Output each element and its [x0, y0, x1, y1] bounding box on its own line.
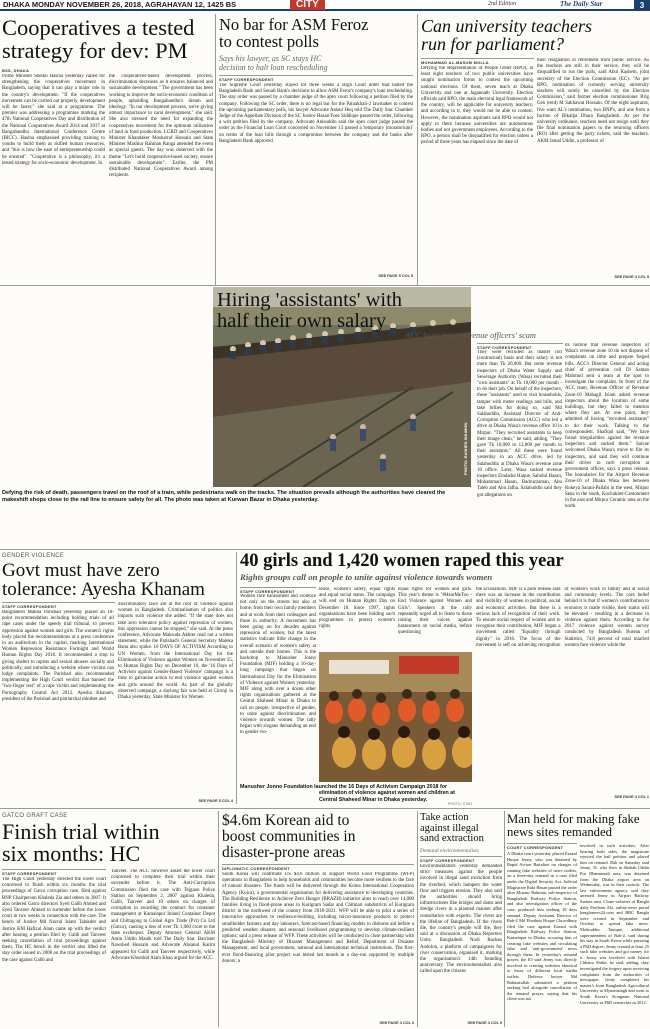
coop-col-1: Prime Minister Sheikh Hasina yesterday called for strengthening the cooperatives movement in Bangladesh, saying that it can play a major role in the country's development. "If the cooperatives movement can be carried out properly, development will be faster," she said at a programme. The premier was addressing a programme marking the 47th National Cooperatives Day and distribution of the National Cooperatives Award 2014 and 2017 at Bangabandhu International Conference Centre (BICC). Hasina emphasised providing training to youths to build them as skilled human resources, and "this is how the ease of entrepreneurship could be ensured". "Cooperative is a philosophy; it's a tested strategy for socio-economic development. In: [2, 74, 105, 166]
wasa-headline-line1: Hiring 'assistants' with: [217, 289, 403, 311]
univ-jump[interactable]: SEE PAGE 4 COL 5: [614, 275, 649, 279]
sand-headline-line2: against illegal: [420, 822, 479, 834]
sand-jump[interactable]: SEE PAGE 4 COL 5: [467, 1021, 502, 1025]
raped-col-2: lence, women's safety, equal rights and equal social status. The campaign will end on Human Rights Day on December 10. Since 1997, rights organisations have been holding such programmes to protect women's rights.: [319, 587, 395, 630]
univ-headline: [421, 17, 649, 54]
ayesha-headline-line2: tolerance: Ayesha Khanam: [2, 579, 205, 601]
train-photo-credit: PHOTO: RASHED SHUMON: [463, 422, 468, 475]
fake-col-2: involved in such activities. After hearing both sides, the magistrate rejected the bail petition and placed him on remand. Bab on Saturday said Jeony, 31, who lives in Shahab Uddin Pur Dhanmondi area, was detained from the Dhaka airport area on Wednesday, was in their custody. The law enforcement agency said they arrested Jeony in Airport Railway Station area. Clone websites of Bangla daily Prothom Alo, online news portal banglanews24.com and BBC Bangla were created in September and October to spread fake news. Mohiuddin Tanique, additional superintendent of Rab-2, said during his stay in South Korea while pursuing a PhD degree, Jeony created at least 25 such fake websites and got money for it. Jeony was involved with Islami Chhatra Shibir, he said, adding, they investigated the forgery upon receiving complaints from the authorities of newspaper. Jeony completed his master's from Bangladesh Agricultural University at Mymensingh and went to South Korea's Kongnam National University as PhD researcher in 2012.: [580, 843, 649, 1005]
gatco-headline-line2: six months: HC: [2, 841, 141, 867]
column-divider: [504, 811, 505, 1027]
univ-headline-line2: run for parliament?: [421, 34, 565, 55]
section-rule: [0, 285, 650, 286]
fake-headline-line1: Man held for making fake: [507, 812, 640, 826]
asm-jump[interactable]: SEE PAGE 5 COL 5: [378, 274, 413, 278]
page-number: 3: [634, 0, 650, 11]
ayesha-headline: [2, 561, 234, 600]
korean-headline-line2: boost communities in: [222, 827, 356, 845]
gatco-col-1: The High Court yesterday directed the lower court concerned to finish within six months the trial proceedings of Gatco corruption case, filed against BNP Chairperson Khaleda Zia and others in 2007. It also ordered Gatco directors Syed Galib Ahmed and Syed Tanveer Ahmed to surrender before the lower court in two weeks in connection with the case. The bench of Justice Md Nazrul Islam Talukder and Justice KM Hafizul Alam came up with the verdict after hearing a petition filed by Galib and Tanveer seeking cancellation of trial proceedings against them. The HC bench in the verdict also lifted the stay order issued in 2008 on the trial proceedings of the case against Galib and: [2, 877, 106, 963]
korean-headline-line1: $4.6m Korean aid to: [222, 812, 350, 829]
sand-subheadline: Demand environmentalists: [420, 848, 479, 854]
wasa-byline: STAFF CORRESPONDENT: [477, 343, 563, 350]
ayesha-kicker: GENDER VIOLENCE: [2, 553, 65, 559]
asm-headline: [219, 17, 415, 51]
asm-headline-line2: to contest polls: [219, 31, 319, 51]
paper-name: The Daily Star: [560, 0, 603, 8]
column-divider: [218, 811, 219, 1027]
sand-headline: [420, 813, 502, 845]
univ-col-1: Defying the Representation of People Order (RPO), at least eight teachers of two public universities have sought nomination forms to contest the upcoming national elections. Of them, seven teach at Dhaka University and one at Jagannath University. Election officials said RPO, the main electoral legal framework of the country, will be applicable for university teachers; and according to it, they would not be able to contest. However, the nomination aspirants said RPO would not apply to them because universities are autonomous bodies and not government employees. According to the RPO, a person shall be disqualified for election unless a period of three years has elapsed since the date of: [421, 66, 533, 146]
fake-headline: [507, 813, 650, 839]
korean-byline: DIPLOMATIC CORRESPONDENT: [222, 864, 414, 871]
sand-body: Environmentalists yesterday demanded strict measures against the people involved in illegal sand extraction from the riverbed, which hampers the water flow and triggers erosion. They also said the authorities should bring infrastructures like bridges and dams and dredge rivers in a planned manner after consultation with experts. The rivers are the lifeline of Bangladesh. If the rivers die, the country's people will die, they said at a discussion at Dhaka Reporters Unity. Bangladesh Nodi Bachao Andolon, a platform of campaigners for river conservation, organised it, marking the organisation's 14th founding anniversary. The environmentalists also called upon the citizens: [420, 864, 502, 975]
rally-photo-credit: PHOTO: STAR: [447, 802, 472, 806]
raped-col-1: Women face harassment and violence not only on the streets but also at home, from their own family members and at work from their colleagues and those in authority. A movement has been going on for decades against repression of women, but the latest statistics indicate little change in the overall scenario of women's safety at and outside their homes. This is the backdrop to Manusher Jonno Foundation (MJF) holding a 16-day-long campaign that began on International Day for the Elimination of Violence against Women yesterday. MJF along with over a dozen other rights organisations gathered at the Central Shaheed Minar in Dhaka to call on people, irrespective of gender, to unite against discrimination and violence towards women. The rally began with slogans demanding an end to gender vio-: [240, 594, 316, 736]
sand-headline-line3: sand extraction: [420, 833, 484, 845]
rally-photo: [319, 652, 472, 782]
column-divider: [236, 552, 237, 804]
coop-byline: BSS, DHAKA: [2, 68, 30, 73]
gatco-kicker: GATCO GRAFT CASE: [2, 813, 68, 819]
rally-photo-caption: Manusher Jonno Foundation launched the 16 Days of Activism Campaign 2018 for elimination of violence against women and children at Central Shaheed Minar in Dhaka yesterday.: [240, 784, 455, 803]
korean-body: South Korea will contribute US $4.6 million to support World Food Programme (WFP) operations in Bangladesh to help households and communities become more resilient to the face of natural disasters. The funds will be delivered through the Korea International Cooperation Agency (Koica), a governmental organisation for delivering assistance to developing countries. The Building Resilience to Achieve Zero Hunger (BRAZH) initiative aims to reach over 14,000 families living in flood-prone areas in Kurigram Sadar and Chilmari subdistricts of Kurigram district in the northwest of the country from 2018-2021. WFP will be able to pilot a series of innovative approaches to resilience-building, including micro-insurance products to protect smallholder farmers and day labourers, forecast-based financing models to disburse aid before a predicted weather disaster, and seasonal livelihood programming to develop climate-resilient options; said a press release of WFP. These activities will be conducted in close partnership with the Bangladesh Ministry of Disaster Management and Relief, Department of Disaster Management, and local government, national and international technical institutions. The first-ever flood-financing pilot project was tested last month in a day-run supported by multiple donors: a: [222, 872, 414, 964]
issue-date: DHAKA MONDAY NOVEMBER 26, 2018, AGRAHAYAN 12, 1425 BS: [3, 0, 237, 9]
fake-byline: COURT CORRESPONDENT: [507, 843, 577, 850]
fake-headline-line2: news sites remanded: [507, 824, 612, 839]
raped-subheadline: Rights groups call on people to unite against violence towards women: [240, 572, 493, 582]
korean-headline: [222, 813, 414, 860]
coop-headline: [2, 17, 210, 63]
column-divider: [417, 14, 418, 286]
ayesha-headline-line1: Govt must have zero: [2, 560, 160, 581]
asm-sub-line1: Says his lawyer, as SC stays HC: [219, 54, 322, 63]
asm-headline-line1: No bar for ASM Feroz: [219, 15, 369, 34]
asm-body: The Supreme Court yesterday stayed for three weeks a High Court order that halted the Bangladesh Bank and Sonali Bank's decisions to allow ASM Feroz's company's loan rescheduling. The stay order was passed by a chamber judge of the apex court following a petition filed by the company. Following the SC order, there is no legal bar for the Patuakhali-2 lawmaker to contest the upcoming parliamentary polls, his lawyer Advocate Anisul Huq told The Daily Star. Chamber Judge of the Appellate Division of the SC Justice Hasan Foez Siddique passed the order, following a writ petition filed by the company. Advocate Anisuddin said the apex court judge passed the order as the Financial Loan Court concerned on November 13 passed a 'temporary (moratorium)' on terms of the loan bills through a compromise between the company and the banks after Bangladesh Bank approved: [219, 83, 413, 144]
raped-headline: 40 girls and 1,420 women raped this year: [240, 551, 564, 571]
univ-headline-line1: Can university teachers: [421, 16, 592, 36]
korean-headline-line3: disaster-prone areas: [222, 843, 346, 861]
gatco-col-2: Tanveer. The ACC however asked the lower court concerned to complete their trial within their surrender before it. The Anti-Corruption Commission filed the case with Tejgaon Police Station on September 2, 2007 against Khaleda, Galib, Tanveer and 10 others on charges of corruption in awarding the contract for container management at Kamalapur Inland Container Depot and Chittagong to Global Agro Trade (Pvt) Co Ltd (Gatco), causing a loss of over Tk 1,000 crore to the state exchequer. Deputy Attorney General AKM Amin Uddin Manik told The Daily Star. Barrister Nawshed Hossain and Advocate Ahsanul Karim appeared for Galib and Tanveer respectively, while Advocate Khurshid Alam Khan argued for the ACC.: [111, 869, 215, 961]
gatco-headline-line1: Finish trial within: [2, 819, 160, 844]
wasa-col-2: its hotline that revenue inspectors of Wasa's revenue zone 10 do not dispose of complaints on time and prepare forged bills. ACC's Director General and acting chief of prevention cell Di Saman Mahmud sent a team at the spot to investigate the complaint. In front of the ACC team, Revenue Officer of Revenue Zone-10 Mahagil Islam asked revenue inspectors about the location of some buildings, but they failed to mention where they are. At one point, they admitted of having "recruited assistants" to do their work. Talking to the correspondent, Shafiqul said, "We have found irregularities against the revenue inspectors and sacked them." Salvae welcomed Dhaka Wasa's move to fire its inspectors, and said they will continue their drives to curb corruption at government offices, says a press release. The boundaries for the Airport Revenue Zone-10 of Dhaka Wasa lies between Rokeya Sarani-Pallabi in the west, Mirpur Sena in the south, Kochukhet-Cantonment in the east and Mirpur Ceramic area on the north.: [565, 343, 649, 510]
edition-label: 2nd Edition: [488, 1, 517, 7]
section-rule: [0, 549, 650, 550]
ayesha-byline: STAFF CORRESPONDENT: [2, 602, 115, 609]
wasa-headline: [217, 290, 649, 332]
univ-col-2: their resignation or retirement from public service. As the teachers are still in their service, they will be disqualified to run the polls, said Abul Kashem, joint secretary of the Election Commission (EC). "As per RPO, nomination of currently serving university teachers will surely be cancelled by the Election Commission," said former election commissioner Brig Gen (retd) M Sakhawat Hossain. Of the eight aspirants, five want AL's nomination, two BNP's, and one from a faction of Bikalpa Dhara Bangladesh. As per the university ordinance, teachers need not resign until they file final nomination papers to the returning officers (RO) after getting the party tickets, said the teachers. AKM Jamal Uddin, a professor of: [537, 58, 649, 144]
gatco-headline: [2, 821, 218, 866]
raped-byline: STAFF CORRESPONDENT: [240, 587, 316, 594]
gatco-byline: STAFF CORRESPONDENT: [2, 869, 106, 876]
asm-byline: STAFF CORRESPONDENT: [219, 75, 413, 82]
ayesha-col-1: Bangladesh Mahila Parishad yesterday placed an 18-point recommendation including holding trials of all rape cases under the speedy trial tribunal, to prevent oppression against women and girls. The women's rights body placed the recommendations at a press conference in an auditorium in the capital, marking International Women Repression Resistance Fortnight and World Human Rights Day 2018. It recommended a stop to giving shelter to rapists and sexual abusers socially and politically, and introducing a website where victims can lodge complaints. The Parishad also recommended implementing the High Court verdict that banned the "two-finger test" of a rape victim and implementing the Pornography Control Act 2012. Ayesha Khanam, president of the Parishad and patriarchal mindset and: [2, 610, 114, 702]
wasa-subheadline: ACC busts Wasa revenue officers' scam: [405, 331, 536, 340]
ayesha-col-2: discriminatory laws are at the root of violence against women in Bangladesh. Criminalisation of politics also impacts such violence she added. "If the state does not take zero tolerance policy against repression of women, this oppression cannot be stopped," she said. At the press conference, Advocate Maksuda Akhter read out a written statement, while the Parishad's General Secretary Maleka Banu also spoke. 16 DAYS OF ACTIVISM According to UN Women, from the International Day for the Elimination of Violence against Women on November 25, to Human Rights Day on December 10, the '16 Days of Activism against Gender-Based Violence' campaign is a time to galvanise action to end violence against women and girls around the world. As part of the globally observed campaign, a daylong fair was held at Cironji in Dhaka yesterday. State Minister for Women: [118, 602, 233, 701]
coop-headline-line2: strategy for dev: PM: [2, 37, 188, 63]
raped-col-3: equal rights for women and girls. This year's theme is "#HearMeToo - End Violence against Women and Girls". Speakers at the rally repeatedly urged all to listen to those raising their voices against harassment on social media, before questioning: [398, 587, 472, 636]
column-divider: [417, 811, 418, 1027]
train-photo-caption: Defying the risk of death, passengers travel on the roof of a train, while pedestrians walk on the tracks. The situation prevails although the authorities have cleared the makeshift shops close to the rail line to ensure safety for all. The photo was taken at Kurwan Bazar in Dhaka yesterday.: [2, 490, 446, 503]
wasa-headline-line2: half their own salary: [217, 309, 387, 332]
raped-jump[interactable]: SEE PAGE 4 COL 1: [614, 795, 649, 799]
wasa-col-1: They were recruited as master roll (contractual) basis and their salary is not more than Tk 20,000. But some revenue inspectors of Dhaka Water Supply and Sewerage Authority (Wasa) recruited their "own assistants" at Tk 10,000 per month - to do their job. On behalf of the inspectors, these "assistants" used to visit households, tamper with meter readings and bills, and take bribes for doing so, said Md Salahuddin, Assistant Director of Anti-Corruption Commission (ACC) who led a drive at Dhaka Wasa's revenue office 10 in Mirpur. "They recruited assistants to keep their image clean," he said, adding, "They gave Tk 10,000 to 12,000 per month to their assistants." All these were found yesterday in an ACC drive, led by Salahuddin at Dhaka Wasa's revenue zone 10 office. Later, Wasa sacked revenue inspectors Emdadul Haque, Sahidul Hasan, Mohammad Hasan, Badruzzaman, Abu Taleb and Abu Jafha. Salahuddin said they got allegations on: [477, 350, 562, 498]
asm-sub-line2: decision to halt loan rescheduling: [219, 62, 328, 72]
korean-jump[interactable]: SEE PAGE 4 COL 3: [379, 1021, 414, 1025]
coop-col-2: the cooperatives-based development process, discrimination decreases as it ensures balanced and sustainable development." The government has been working to improve the socio-economic condition of people, upholding Bangabandhu's dream and ideology. "In our development process, we're giving utmost importance to rural development," she said. She also stressed the need for expanding the cooperatives movement for the optimum utilisation of land in food production. LGRD and Cooperatives Minister Khandaker Mosharraf Hossain and State Minister Mashiur Rahman Ranga attended the event as special guests. The day was observed with the theme "Let's build cooperative-based society, ensure sustainable development". Earlier, the PM distributed National Cooperatives Award among recipients.: [109, 74, 213, 179]
sand-headline-line1: Take action: [420, 812, 469, 823]
coop-headline-line1: Cooperatives a tested: [2, 15, 195, 40]
univ-byline: MOHAMMAD AL-MASUM MOLLA: [421, 58, 534, 65]
section-rule: [0, 808, 650, 809]
sand-byline: STAFF CORRESPONDENT: [420, 856, 502, 863]
column-divider: [215, 14, 216, 286]
asm-subheadline: [219, 55, 415, 73]
raped-col-4: the accusations. MJF is a pure release said there was an increase in the contribution and visibility of women in political, social and economic activities. But there is a serious lack of recognition of their work. To ensure social respect of women and to recognise their contribution, MJF began a movement called "Equality through dignity" in 2016. The focus of the movement is self on achieving recognition of women's work in family and at social and community levels. The core belief behind it is that if women's contribution to economy is made visible, their status will be elevated - resulting in a decrease in violence against them. According to the 2017 violence against women survey conducted by Bangladesh Bureau of Statistics, 74.8 percent of total married women face violence while the: [476, 587, 649, 648]
section-label: CITY: [290, 0, 325, 10]
fake-col-1: A Dhaka court yesterday placed Ezazul Huque Jeony, who was detained by Rapid Action Battalion on charges of running fake websites of news outlets, on a three-day remand in a case filed under the Digital Security Act. Judicial Magistrate Rabi Hasan passed the order after Mosaur Rahman, sub-inspector of Bangladesh Railway Police Station, and also investigation officer of the case, produced him seeking 10 days remand. Deputy Assistant Director of Rab-2 Md Ebrahim Hoque Chowdhury filed the case against Ezazul with Bangladesh Railway Police Station, Kamalapur in Dhaka, accusing him of creating fake websites and circulating false and 'anti-government' news through them. In yesterday's remand prayer, the IO said Jeony was directly involved in creating websites identical to those of different local media outlets. Defence lawyer Md Rahmatullah submitted a petition seeking bail alongside cancellation of the remand prayer, saying that his client was not: [507, 851, 577, 1002]
ayesha-jump[interactable]: SEE PAGE 5 COL 4: [198, 799, 233, 803]
